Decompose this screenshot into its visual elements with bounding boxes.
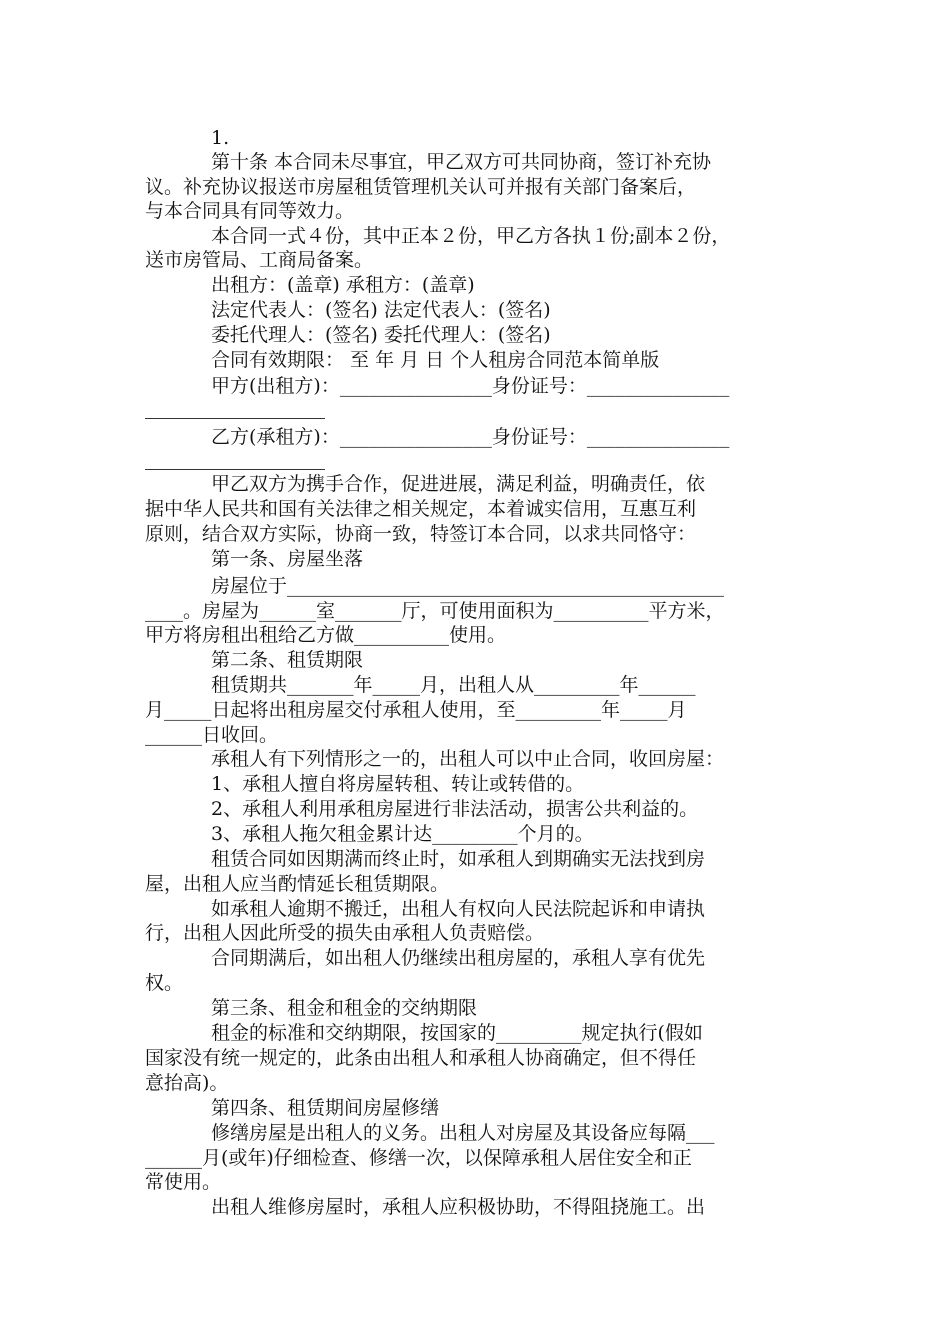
overstay-line-2: 行，出租人因此所受的损失由承租人负责赔偿。	[145, 922, 545, 944]
priority-line-2: 权。	[145, 972, 184, 994]
preamble-line-3: 原则，结合双方实际，协商一致，特签订本合同，以求共同恪守：	[145, 523, 697, 545]
clause-10-line-2: 议。补充协议报送市房屋租赁管理机关认可并报有关部门备案后，	[145, 176, 697, 198]
article-3-line-2: 国家没有统一规定的，此条由出租人和承租人协商确定，但不得任	[145, 1047, 697, 1069]
blank-underline	[145, 469, 325, 470]
article-3-heading: 第三条、租金和租金的交纳期限	[211, 997, 478, 1019]
article-3-line-1: 租金的标准和交纳期限，按国家的_________规定执行(假如	[211, 1022, 703, 1044]
preamble-line-2: 据中华人民共和国有关法律之相关规定，本着诚实信用，互惠互利	[145, 498, 697, 520]
signature-agent-line: 委托代理人：(签名) 委托代理人：(签名)	[211, 324, 551, 346]
article-4-line-4: 出租人维修房屋时，承租人应积极协助，不得阻挠施工。出	[211, 1196, 706, 1218]
article-4-line-2: ______月(或年)仔细检查、修缮一次，以保障承租人居住安全和正	[145, 1147, 692, 1169]
article-2-line-2: 月_____日起将出租房屋交付承租人使用，至_________年_____月	[145, 699, 687, 721]
article-2-heading: 第二条、租赁期限	[211, 649, 364, 671]
termination-item-2: 2、承租人利用承租房屋进行非法活动，损害公共利益的。	[211, 798, 699, 820]
party-b-line: 乙方(承租方)：________________身份证号：_______________	[211, 426, 730, 448]
article-4-heading: 第四条、租赁期间房屋修缮	[211, 1097, 440, 1119]
overstay-line-1: 如承租人逾期不搬迁，出租人有权向人民法院起诉和申请执	[211, 898, 706, 920]
signature-legal-rep-line: 法定代表人：(签名) 法定代表人：(签名)	[211, 299, 551, 321]
article-1-line-1: 房屋位于______________________________________________	[211, 575, 725, 597]
termination-intro: 承租人有下列情形之一的，出租人可以中止合同，收回房屋：	[211, 748, 725, 770]
blank-underline	[145, 418, 325, 419]
termination-item-3: 3、承租人拖欠租金累计达_________个月的。	[211, 823, 594, 845]
clause-10-line-1: 第十条 本合同未尽事宜，甲乙双方可共同协商，签订补充协	[211, 151, 712, 173]
article-1-line-2: ____。房屋为______室_______厅，可使用面积为__________平方米，	[145, 600, 725, 622]
party-a-line: 甲方(出租方)：________________身份证号：_______________	[211, 375, 730, 397]
article-3-line-3: 意抬高)。	[145, 1072, 229, 1094]
article-4-line-3: 常使用。	[145, 1171, 222, 1193]
article-2-line-1: 租赁期共_______年_____月，出租人从_________年______	[211, 674, 696, 696]
article-2-line-3: ______日收回。	[145, 724, 279, 746]
preamble-line-1: 甲乙双方为携手合作，促进进展，满足利益，明确责任，依	[211, 473, 706, 495]
expiry-line-1: 租赁合同如因期满而终止时，如承租人到期确实无法找到房	[211, 848, 706, 870]
signature-seal-line: 出租方：(盖章) 承租方：(盖章)	[211, 274, 475, 296]
article-1-heading: 第一条、房屋坐落	[211, 548, 364, 570]
clause-10-line-3: 与本合同具有同等效力。	[145, 200, 355, 222]
termination-item-1: 1、承租人擅自将房屋转租、转让或转借的。	[211, 773, 585, 795]
copies-line-2: 送市房管局、工商局备案。	[145, 249, 374, 271]
article-4-line-1: 修缮房屋是出租人的义务。出租人对房屋及其设备应每隔___	[211, 1122, 715, 1144]
copies-line-1: 本合同一式４份，其中正本２份，甲乙方各执１份;副本２份，	[211, 225, 731, 247]
article-1-line-3: 甲方将房租出租给乙方做__________使用。	[145, 624, 507, 646]
priority-line-1: 合同期满后，如出租人仍继续出租房屋的，承租人享有优先	[211, 947, 706, 969]
validity-and-title-line: 合同有效期限： 至 年 月 日 个人租房合同范本简单版	[211, 349, 660, 371]
expiry-line-2: 屋，出租人应当酌情延长租赁期限。	[145, 873, 450, 895]
list-number: 1.	[211, 127, 230, 149]
